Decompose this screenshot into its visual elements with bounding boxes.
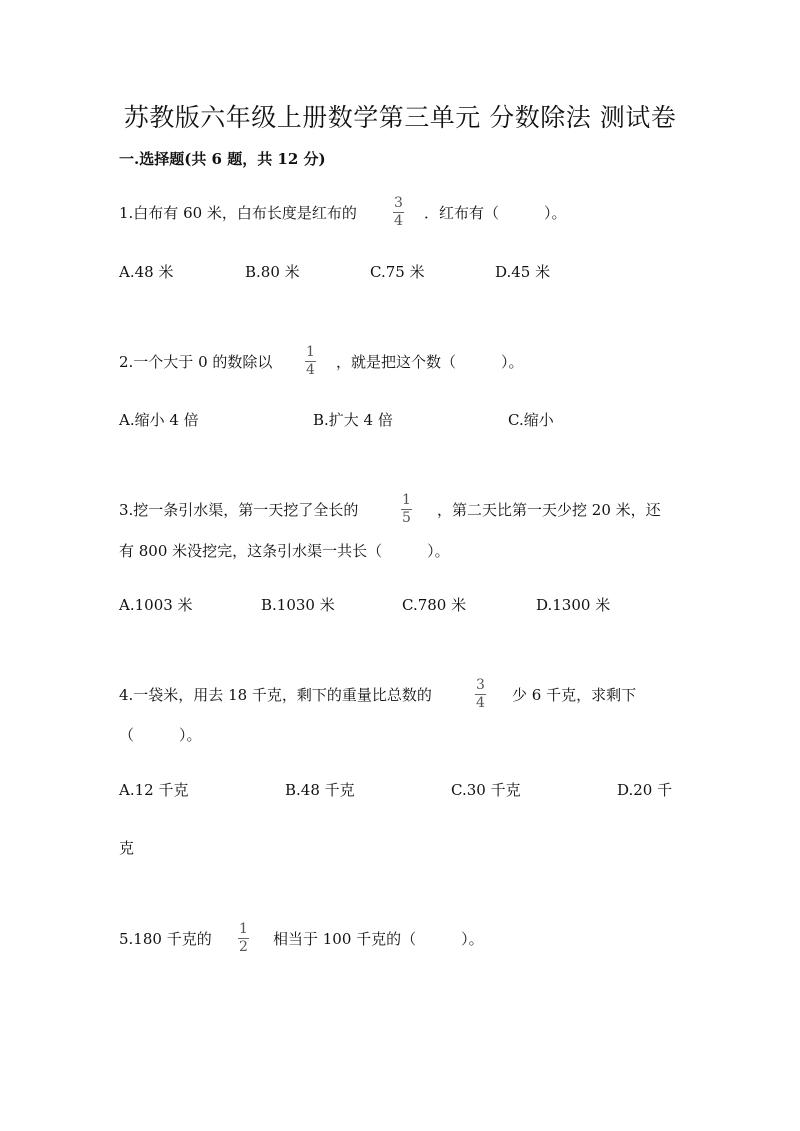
q1-option-b[interactable]: B.80 米 (245, 263, 300, 281)
section-heading: 一.选择题(共 6 题，共 12 分) (119, 150, 326, 168)
q4-option-b[interactable]: B.48 千克 (285, 781, 355, 799)
q3-option-c[interactable]: C.780 米 (402, 596, 467, 614)
q4-option-d-wrap: 克 (119, 839, 135, 857)
fraction-q4 (475, 678, 486, 711)
fraction-q1 (393, 196, 404, 229)
q4-option-c[interactable]: C.30 千克 (451, 781, 521, 799)
q3-option-d[interactable]: D.1300 米 (536, 596, 611, 614)
q2-option-c[interactable]: C.缩小 (508, 411, 554, 429)
fraction-q3 (401, 493, 412, 526)
q1-option-c[interactable]: C.75 米 (370, 263, 425, 281)
fraction-denominator: 4 (306, 362, 315, 378)
fraction-denominator: 4 (476, 695, 485, 711)
question-4-text-b: 少 6 千克，求剩下 (512, 686, 637, 704)
question-1-text-b: ．红布有（ ）。 (424, 204, 567, 222)
question-5-text-b: 相当于 100 千克的（ ）。 (273, 930, 484, 948)
q1-option-d[interactable]: D.45 米 (495, 263, 551, 281)
question-1-text-a: 1.白布有 60 米，白布长度是红布的 (119, 204, 357, 222)
fraction-q5 (238, 922, 249, 955)
question-2-text-a: 2.一个大于 0 的数除以 (119, 353, 273, 371)
fraction-denominator: 2 (239, 939, 248, 955)
q4-option-d[interactable]: D.20 千 (617, 781, 673, 799)
question-4-text-c: （ ）。 (119, 726, 202, 744)
fraction-denominator: 5 (402, 510, 411, 526)
question-4-text-a: 4.一袋米，用去 18 千克，剩下的重量比总数的 (119, 686, 432, 704)
fraction-numerator: 1 (402, 492, 411, 508)
fraction-q2 (305, 345, 316, 378)
question-3-text-b: ，第二天比第一天少挖 20 米，还 (437, 501, 661, 519)
fraction-numerator: 3 (476, 677, 485, 693)
question-3-text-a: 3.挖一条引水渠，第一天挖了全长的 (119, 501, 359, 519)
fraction-denominator: 4 (394, 213, 403, 229)
q4-option-a[interactable]: A.12 千克 (119, 781, 189, 799)
fraction-numerator: 1 (306, 344, 315, 360)
question-3-text-c: 有 800 米没挖完，这条引水渠一共长（ ）。 (119, 542, 450, 560)
page-title: 苏教版六年级上册数学第三单元 分数除法 测试卷 (123, 103, 677, 132)
q1-option-a[interactable]: A.48 米 (119, 263, 174, 281)
q3-option-a[interactable]: A.1003 米 (119, 596, 193, 614)
q3-option-b[interactable]: B.1030 米 (261, 596, 335, 614)
fraction-numerator: 3 (394, 195, 403, 211)
fraction-numerator: 1 (239, 921, 248, 937)
question-5-text-a: 5.180 千克的 (119, 930, 212, 948)
question-2-text-b: ，就是把这个数（ ）。 (336, 353, 524, 371)
q2-option-a[interactable]: A.缩小 4 倍 (119, 411, 199, 429)
q2-option-b[interactable]: B.扩大 4 倍 (313, 411, 393, 429)
